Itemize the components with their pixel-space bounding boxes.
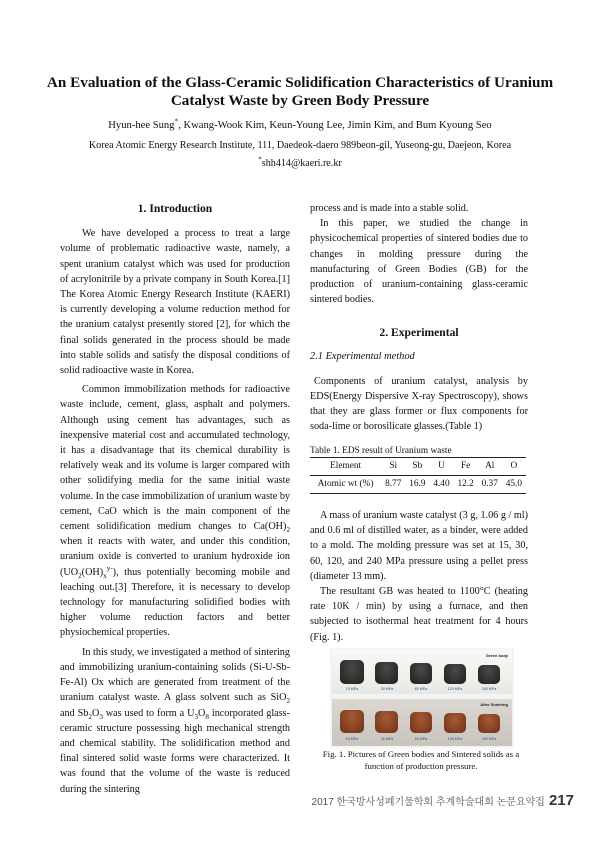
table-cell: 16.9 xyxy=(405,475,429,493)
green-body-tag: Green body xyxy=(485,653,508,658)
sintered-pellet xyxy=(444,713,466,733)
corresponding-mark: * xyxy=(174,116,179,126)
section-heading-experimental: 2. Experimental xyxy=(379,326,459,340)
intro-paragraph-1: We have developed a process to treat a large volume of problematic radioactive waste, namely, a spent uranium catalyst which was used for production of acrylonitrile by a private company in South Korea.[1] The Korea Atomic Energy Research Institute (KAERI) is currently developing a volume reduction method for the uranium catalyst presently stored [2], for which the final solids generated in the process should be made into stable solids and satisfy the disposal conditions of solid radioactive waste in Korea. xyxy=(60,228,290,377)
email-mark: * xyxy=(258,155,262,164)
sintered-pellet xyxy=(410,712,432,733)
table-cell: 0.37 xyxy=(478,475,502,493)
green-body-pellet xyxy=(340,660,364,684)
affiliation: Korea Atomic Energy Research Institute, 111, Daedeok-daero 989beon-gil, Yuseong-gu, Daejeon, Korea xyxy=(88,140,512,151)
pressure-label: 30 MPa xyxy=(380,687,394,691)
left-column xyxy=(60,201,290,797)
author-list xyxy=(40,116,560,131)
pressure-label: 240 MPa xyxy=(481,737,497,741)
contact-email xyxy=(40,155,560,169)
paper-title: An Evaluation of the Glass-Ceramic Solidification Characteristics of Uranium Catalyst Waste by Green Body Pressure xyxy=(46,74,554,109)
intro-paragraph-3-continued: process and is made into a stable solid. xyxy=(310,203,469,214)
green-body-pellet xyxy=(478,665,500,684)
green-body-panel xyxy=(332,650,512,694)
table-header-row xyxy=(310,457,526,475)
pressure-label: 15 MPa xyxy=(345,737,359,741)
table-cell: 4.40 xyxy=(429,475,453,493)
figure-1-photo xyxy=(330,648,514,748)
table-cell: 8.77 xyxy=(381,475,405,493)
proceedings-title: 2017 한국방사성폐기물학회 추계학술대회 논문요약집 xyxy=(311,797,545,808)
table-header-cell: Element xyxy=(310,457,381,475)
section-heading-introduction: 1. Introduction xyxy=(137,202,213,215)
experimental-paragraph-3: The resultant GB was heated to 1100°C (heating rate 10K / min) by using a furnace, and then subjected to isothermal heat treatment for 4 hours (Fig. 1). xyxy=(310,586,528,643)
pressure-label: 60 MPa xyxy=(414,687,428,691)
green-body-pellet xyxy=(375,662,398,684)
sintered-pellet xyxy=(340,710,364,733)
pressure-label: 240 MPa xyxy=(481,687,497,691)
table-cell: 45.0 xyxy=(502,475,526,493)
table-cell: 12.2 xyxy=(454,475,478,493)
first-author: Hyun-hee Sung xyxy=(108,120,175,131)
pressure-label: 120 MPa xyxy=(447,737,463,741)
experimental-paragraph-2: A mass of uranium waste catalyst (3 g, 1.06 g / ml) and 0.6 ml of distilled water, as a binder, were added to a mold. The molding pressure was set at 15, 30, 60, 120, and 240 MPa pressure using a pellet press (diameter 13 mm). xyxy=(310,510,528,582)
pressure-label: 120 MPa xyxy=(447,687,463,691)
subsection-heading-method: 2.1 Experimental method xyxy=(310,350,415,362)
pressure-label: 15 MPa xyxy=(345,687,359,691)
eds-result-table xyxy=(310,457,526,494)
intro-paragraph-4: In this paper, we studied the change in physicochemical properties of sintered bodies due to changes in molding pressure during the manufacturing of Green Bodies (GB) for the production of uranium-containing glass-ceramic sintered bodies. xyxy=(310,218,528,306)
caption-line: function of production pressure. xyxy=(364,760,478,771)
table-cell: Atomic wt (%) xyxy=(310,475,381,493)
page-footer xyxy=(310,792,574,809)
table-header-cell: Fe xyxy=(454,457,478,475)
after-sintering-tag: After Sintering xyxy=(480,702,508,707)
sintered-pellet xyxy=(478,714,500,733)
sintered-pellet xyxy=(375,711,398,733)
email-address: shh414@kaeri.re.kr xyxy=(261,158,342,169)
figure-1-caption xyxy=(308,749,534,773)
caption-line: Fig. 1. Pictures of Green bodies and Sintered solids as a xyxy=(322,749,520,759)
table-row xyxy=(310,475,526,493)
coauthors: , Kwang-Wook Kim, Keun-Young Lee, Jimin Kim, and Bum Kyoung Seo xyxy=(178,120,492,131)
pressure-label: 30 MPa xyxy=(380,737,394,741)
table-header-cell: Si xyxy=(381,457,405,475)
table-header-cell: U xyxy=(429,457,453,475)
table-header-cell: O xyxy=(502,457,526,475)
right-column xyxy=(310,201,528,645)
table-caption: Table 1. EDS result of Uranium waste xyxy=(310,445,452,456)
pressure-label: 60 MPa xyxy=(414,737,428,741)
green-body-pellet xyxy=(410,663,432,684)
green-body-pellet xyxy=(444,664,466,684)
table-header-cell: Sb xyxy=(405,457,429,475)
intro-paragraph-3: In this study, we investigated a method of sintering and immobilizing uranium-containing solids (Si-U-Sb-Fe-Al) Ox which are generated from treatment of the uranium catalyst waste. A glass solvent such as SiO$_2$ and $Sb_2O_3$ was used to form a $U_3O_8$ incorporated glass-ceramic structure possessing high mechanical strength and chemical stability. The solidification method and final sintered solid waste forms were characterized. It was found that the volume of the waste is reduced during the sintering xyxy=(60,646,291,795)
intro-paragraph-2: Common immobilization methods for radioactive waste include, cement, glass, asphalt and polymers. Although using cement has advantages, such as inexpensive material cost and accumulated technology, it has a disadvantage that its chemical durability is relatively weak and its volume is larger compared with other solidifying media for the same initial waste volume. In the case immobilization of uranium waste by cement, CaO which is the main component of the cement solidification medium changes to $Ca(OH)_2$ when it reacts with water, and under this condition, uranium oxide is converted to uranium hydroxide ion $(UO_2(OH)_x^{y-})$, thus potentially becoming mobile and leaching out.[3] Therefore, it is necessary to develop technology for manufacturing solidified bodies with higher volume reduction factors and better physiochemical properties. xyxy=(60,384,291,639)
sintered-solid-panel xyxy=(332,699,512,746)
page-number: 217 xyxy=(548,792,574,809)
experimental-paragraph-1: Components of uranium catalyst, analysis by EDS(Energy Dispersive X-ray Spectroscopy), shows that they are glass former or flux components for soda-lime or borosilicate glasses.(Table 1) xyxy=(310,375,528,433)
table-header-cell: Al xyxy=(478,457,502,475)
